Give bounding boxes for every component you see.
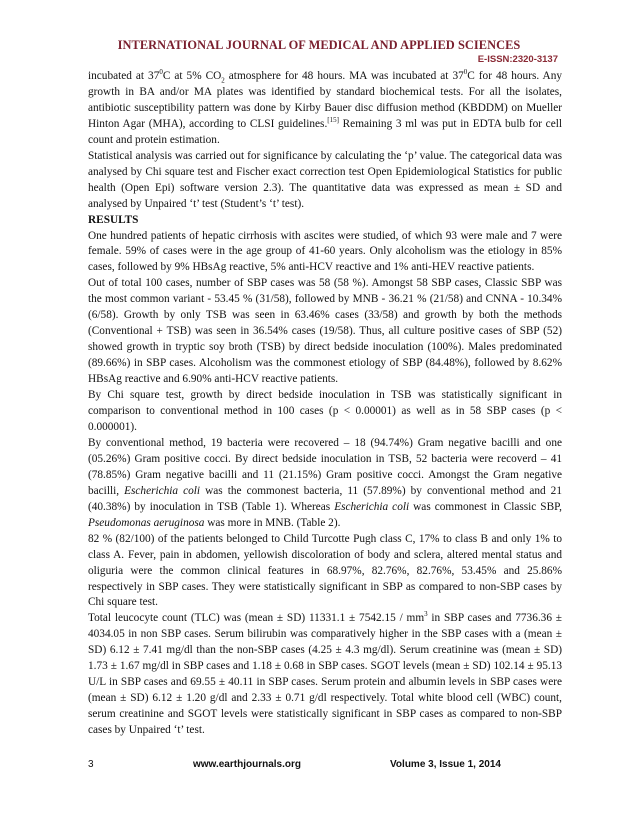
text-run: C at 5% CO [162,70,222,82]
citation-superscript: [15] [327,116,339,125]
italic-species-name: Escherichia coli [334,500,410,513]
text-run: was more in MNB. (Table 2). [204,516,341,529]
italic-species-name: Pseudomonas aeruginosa [88,516,205,529]
text-run: in SBP cases and 7736.36 ± 4034.05 in non SBP cases. Serum bilirubin was comparatively higher in the SBP cases with a (mean ± SD) 6.12 ± 7.41 mg/dl than the non-SBP cases (4.25 ± 4.3 mg/dl). Serum creatinine was (mean ± SD) 1.73 ± 1.67 mg/dl in SBP cases and 1.18 ± 0.68 in SBP cases. SGOT levels (mean ± SD) 102.14 ± 95.13 U/L in SBP cases and 69.55 ± 40.11 in SBP cases. Serum protein and albumin levels in SBP cases were (mean ± SD) 6.12 ± 1.20 g/dl and 2.33 ± 0.71 g/dl respectively. Total white blood cell (WBC) count, serum creatinine and SGOT levels were statistically significant in SBP cases as compared to non-SBP cases by Unpaired ‘t’ test. [88,612,562,737]
italic-species-name: Escherichia coli [124,484,201,497]
paragraph-bacteria [88,436,562,532]
superscript: 0 [159,68,163,77]
superscript: 0 [463,68,468,77]
article-body [88,69,562,739]
paragraph-chi-square: By Chi square test, growth by direct bedside inoculation in TSB was statistically significant in comparison to conventional method in 100 cases (p < 0.00001) as well as in 58 SBP cases (p < 0.000001). [88,389,562,433]
text-run: C for 48 hours. Any growth in BA and/or MA plates was identified by standard biochemical tests. For all the isolates, antibiotic susceptibility pattern was done by Kirby Bauer disc diffusion method (KBDDM) on Mueller Hinton Agar (MHA), according to CLSI guidelines. [88,70,562,130]
page-number: 3 [88,759,94,770]
footer-website: www.earthjournals.org [193,759,301,770]
section-heading-results: RESULTS [88,213,139,226]
text-run: incubated at 37 [88,70,160,82]
footer-volume: Volume 3, Issue 1, 2014 [390,759,501,770]
text-run: Total leucocyte count (TLC) was (mean ± SD) 11331.1 ± 7542.15 / mm [88,612,425,625]
superscript: 3 [424,610,428,619]
paragraph-clinical-features: 82 % (82/100) of the patients belonged to Child Turcotte Pugh class C, 17% to class B and only 1% to class A. Fever, pain in abdomen, yellowish discoloration of body and sclera, altered mental status and oliguria were the common clinical features in 68.97%, 82.76%, 82.76%, 53.45% and 25.86% respectively in SBP cases. They were statistically significant in SBP as compared to non-SBP cases by Chi square test. [88,532,562,609]
text-run: was commonest in Classic SBP, [409,500,562,513]
paragraph-lab-values [88,611,562,739]
page-footer [88,759,562,773]
text-run: By conventional method, 19 bacteria were recovered – 18 (94.74%) Gram negative bacilli and one (05.26%) Gram positive cocci. By direct bedside inoculation in TSB, 52 bacteria were recoverd – 41 (78.85%) Gram negative bacilli and 11 (21.15%) Gram positive cocci. Amongst the Gram negative bacilli, [88,436,562,497]
text-run: atmosphere for 48 hours. MA was incubated at 37 [224,70,464,82]
text-run: was the commonest bacteria, 11 (57.89%) by conventional method and 21 (40.38%) by inoculation in TSB (Table 1). Whereas [88,484,562,513]
journal-title: INTERNATIONAL JOURNAL OF MEDICAL AND APPLIED SCIENCES [117,38,521,52]
text-run: Remaining 3 ml was put in EDTA bulb for cell count and protein estimation. [88,117,562,146]
issn-label: E-ISSN:2320-3137 [477,54,558,65]
paragraph-methods [88,69,562,149]
paragraph-statistics: Statistical analysis was carried out for significance by calculating the ‘p’ value. The categorical data was analysed by Chi square test and Fischer exact correction test Open Epidemiological Statistics for public health (Open Epi) software version 2.3). The quantitative data was expressed as mean ± SD and analysed by Unpaired ‘t’ test (Student’s ‘t’ test). [88,149,562,210]
paragraph-patients: One hundred patients of hepatic cirrhosis with ascites were studied, of which 93 were male and 7 were female. 59% of cases were in the age group of 41-60 years. Only alcoholism was the etiology in 85% cases, followed by 9% HBsAg reactive, 5% anti-HCV reactive and 1% anti-HEV reactive patients. [88,229,562,274]
subscript: 2 [221,76,225,85]
paragraph-sbp-cases: Out of total 100 cases, number of SBP cases was 58 (58 %). Amongst 58 SBP cases, Classic SBP was the most common variant - 53.45 % (31/58), followed by MNB - 36.21 % (21/58) and CNNA - 10.34% (6/58). Growth by only TSB was seen in 63.46% cases (33/58) and growth by both the methods (Conventional + TSB) was seen in 36.54% cases (19/58). Thus, all culture positive cases of SBP (52) showed growth in tryptic soy broth (TSB) by direct bedside inoculation (100%). Males predominated (89.66%) in SBP cases. Alcoholism was the commonest etiology of SBP (84.48%), followed by 8.62% HBsAg reactive and 6.90% anti-HCV reactive patients. [88,277,562,386]
